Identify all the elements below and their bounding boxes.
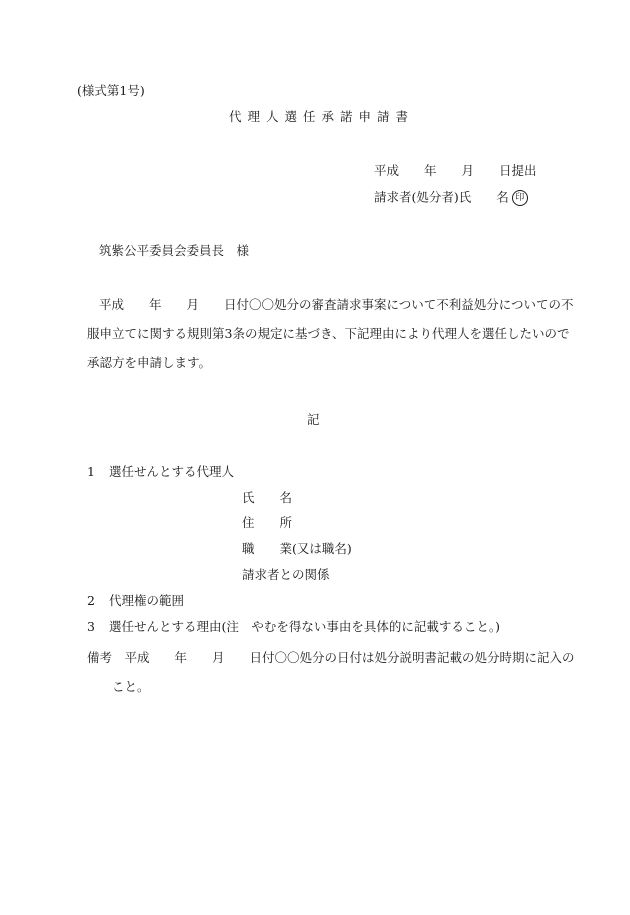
submission-date-line: 平成 年 月 日提出 [374, 163, 537, 178]
item-2-label: 代理権の範囲 [108, 593, 184, 608]
form-number-label: (様式第1号) [77, 83, 145, 98]
remarks-line-1: 備考 平成 年 月 日付〇〇処分の日付は処分説明書記載の処分時期に記入の [87, 650, 575, 665]
requester-name-line [374, 190, 528, 206]
item-2-number: 2 [87, 593, 95, 608]
item-2 [87, 595, 184, 608]
item-3 [87, 621, 500, 634]
item-3-label: 選任せんとする理由(注 やむを得ない事由を具体的に記載すること。) [108, 619, 500, 634]
body-line-3: 承認方を申請します。 [87, 355, 212, 370]
body-line-1: 平成 年 月 日付〇〇処分の審査請求事案について不利益処分についての不 [99, 297, 574, 312]
body-line-2: 服申立てに関する規則第3条の規定に基づき、下記理由により代理人を選任したいので [87, 326, 570, 341]
field-occupation: 職 業(又は職名) [242, 541, 352, 556]
addressee-line: 筑紫公平委員会委員長 様 [99, 243, 250, 258]
field-relation: 請求者との関係 [242, 567, 330, 582]
remarks-line-2: こと。 [112, 679, 150, 694]
item-3-number: 3 [87, 619, 95, 634]
field-address: 住 所 [242, 515, 293, 530]
requester-name-label: 請求者(処分者)氏 名 [374, 189, 509, 205]
seal-mark: 印 [512, 190, 528, 206]
item-1-number: 1 [87, 464, 95, 479]
item-1-label: 選任せんとする代理人 [108, 464, 234, 479]
item-1 [87, 466, 234, 479]
document-title: 代理人選任承諾申請書 [229, 109, 415, 124]
field-name: 氏 名 [242, 490, 293, 505]
ki-heading: 記 [307, 412, 320, 427]
